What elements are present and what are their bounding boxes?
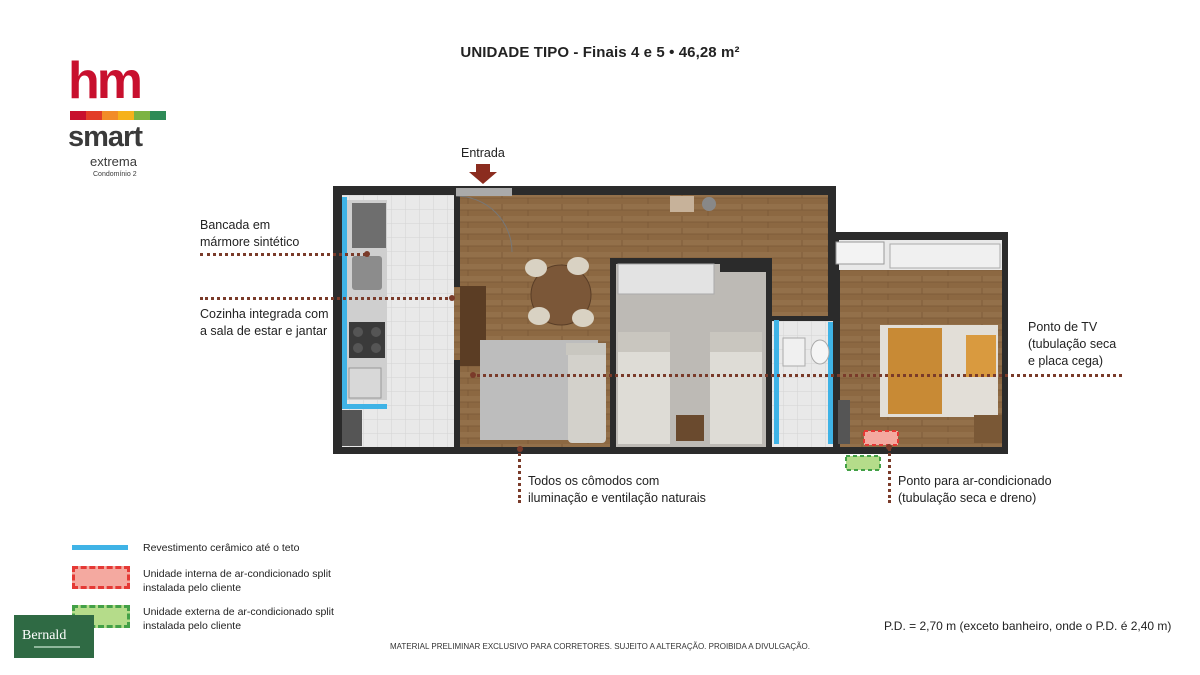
legend-tile-text: Revestimento cerâmico até o teto — [143, 542, 300, 554]
comodos-label: Todos os cômodos com iluminação e ventilação naturais — [528, 474, 706, 505]
tv-dot — [470, 372, 476, 378]
comodos-pointer — [518, 448, 521, 503]
tv-pointer — [472, 374, 1122, 377]
ar-cond-label: Ponto para ar-condicionado (tubulação seca e dreno) — [898, 474, 1052, 505]
comodos-dot — [517, 446, 523, 452]
pd-note: P.D. = 2,70 m (exceto banheiro, onde o P.D. é 2,40 m) — [884, 619, 1172, 633]
logo-condominio: Condomínio 2 — [93, 171, 137, 178]
ar-cond-dot — [886, 444, 892, 450]
legend-ac-internal-swatch — [72, 566, 130, 589]
logo-hm: hm — [68, 52, 140, 110]
bernald-logo: Bernald — [14, 615, 94, 658]
cozinha-label: Cozinha integrada com a sala de estar e jantar — [200, 307, 329, 338]
ponto-tv-label: Ponto de TV (tubulação seca e placa cega) — [1028, 320, 1117, 368]
footer-disclaimer: MATERIAL PRELIMINAR EXCLUSIVO PARA CORRETORES. SUJEITO A ALTERAÇÃO. PROIBIDA A DIVULGAÇÃO. — [390, 642, 810, 651]
bancada-pointer — [200, 253, 366, 256]
legend-ac-internal-text: Unidade interna de ar-condicionado split instalada pelo cliente — [143, 568, 331, 594]
entrada-label: Entrada — [461, 146, 505, 160]
bancada-label: Bancada em mármore sintético — [200, 218, 300, 249]
logo-extrema: extrema — [90, 154, 137, 169]
cozinha-dot — [449, 295, 455, 301]
legend-tile-swatch — [72, 545, 128, 550]
cozinha-pointer — [200, 297, 454, 300]
ar-cond-pointer — [888, 448, 891, 503]
page-title: UNIDADE TIPO - Finais 4 e 5 • 46,28 m² — [460, 44, 740, 61]
logo-smart: smart — [68, 121, 142, 153]
legend-ac-external-text: Unidade externa de ar-condicionado split instalada pelo cliente — [143, 606, 334, 632]
bancada-dot — [364, 251, 370, 257]
